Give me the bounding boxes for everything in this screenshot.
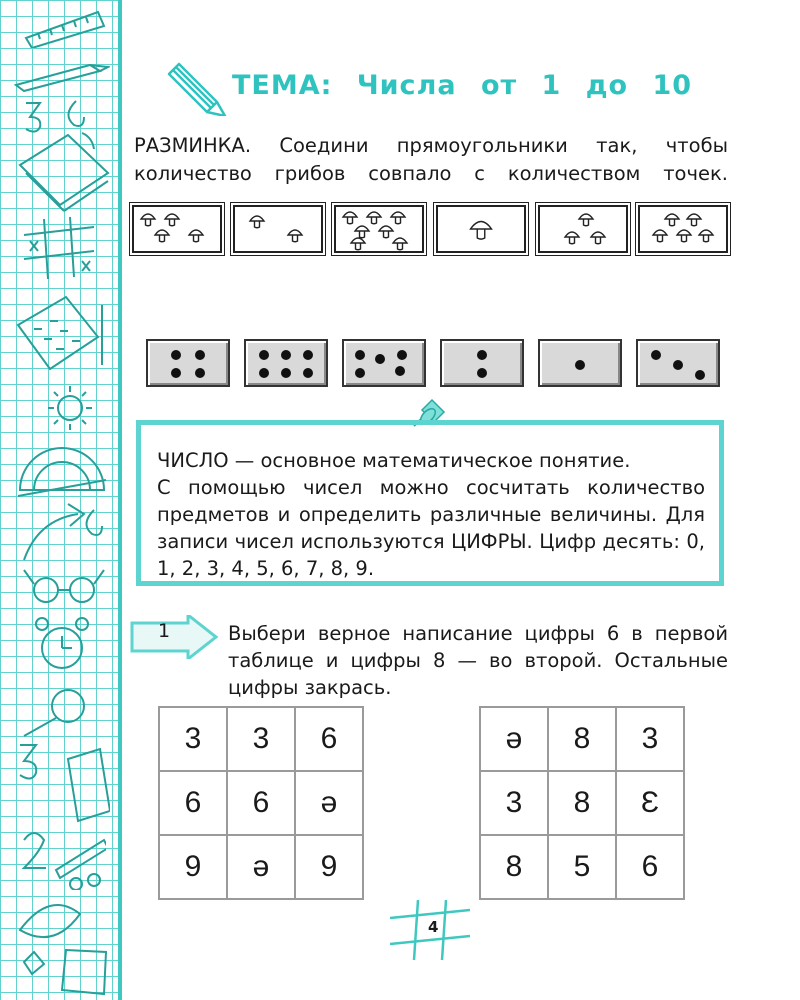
digit-cell[interactable]: 3 <box>616 707 684 771</box>
mushroom-icon <box>351 238 365 250</box>
doodle-book-icon <box>12 125 112 215</box>
doodle-two-icon <box>16 820 106 890</box>
definition-box <box>136 420 724 586</box>
dot-icon <box>259 368 269 378</box>
mushroom-icon <box>565 232 579 244</box>
dot-card[interactable] <box>538 339 622 387</box>
dots-group-icon <box>442 341 522 385</box>
digit-cell[interactable]: 6 <box>616 835 684 899</box>
dot-icon <box>355 368 365 378</box>
dot-icon <box>397 350 407 360</box>
dots-group-icon <box>540 341 620 385</box>
dot-icon <box>281 368 291 378</box>
page-number: 4 <box>428 918 439 936</box>
mushroom-icon <box>367 212 381 224</box>
digit-cell[interactable]: 6 <box>227 771 295 835</box>
task-instruction: Выбери верное написание цифры 6 в первой таблице и цифры 8 — во второй. Остальные цифры закрась. <box>228 622 728 699</box>
dots-group-icon <box>638 341 718 385</box>
mushroom-group-icon <box>438 207 524 251</box>
dot-icon <box>171 368 181 378</box>
dot-icon <box>171 350 181 360</box>
mushroom-group-icon <box>134 207 220 251</box>
dot-icon <box>195 368 205 378</box>
mushroom-icon <box>165 214 179 226</box>
mushroom-icon <box>687 214 701 226</box>
dots-group-icon <box>246 341 326 385</box>
mushroom-icon <box>699 230 713 242</box>
digit-cell[interactable]: 3 <box>159 707 227 771</box>
dot-icon <box>575 360 585 370</box>
mushroom-group-icon <box>336 207 422 251</box>
page-title: ТЕМА: Числа от 1 до 10 <box>232 70 693 101</box>
dots-group-icon <box>148 341 228 385</box>
mushroom-card[interactable] <box>334 205 424 253</box>
doodle-tictac-icon <box>14 215 104 285</box>
mushroom-icon <box>343 212 357 224</box>
doodle-clock-icon <box>18 610 108 680</box>
doodle-protractor-icon <box>10 430 114 500</box>
doodle-glasses-icon <box>20 560 110 610</box>
digit-cell[interactable]: ә <box>227 835 295 899</box>
dot-card[interactable] <box>342 339 426 387</box>
definition-line: ЧИСЛО — основное математическое понятие. <box>157 449 631 472</box>
digit-cell[interactable]: 6 <box>295 707 363 771</box>
dot-card[interactable] <box>244 339 328 387</box>
doodle-ruler-icon <box>18 8 108 48</box>
digit-cell[interactable]: 9 <box>159 835 227 899</box>
mushroom-card[interactable] <box>538 205 628 253</box>
digit-cell[interactable]: 9 <box>295 835 363 899</box>
mushroom-card[interactable] <box>638 205 728 253</box>
digit-cell[interactable]: 5 <box>548 835 616 899</box>
dot-icon <box>673 360 683 370</box>
mushroom-card[interactable] <box>132 205 222 253</box>
task-number: 1 <box>158 620 171 642</box>
dot-card[interactable] <box>146 339 230 387</box>
dot-icon <box>303 350 313 360</box>
mushroom-icon <box>391 212 405 224</box>
mushroom-icon <box>288 230 302 242</box>
mushroom-icon <box>393 238 407 250</box>
digit-cell[interactable]: 3 <box>480 771 548 835</box>
dot-icon <box>281 350 291 360</box>
mushroom-icon <box>189 230 203 242</box>
digit-cell[interactable]: 8 <box>548 771 616 835</box>
warmup-instruction: РАЗМИНКА. Соедини прямоугольники так, чтобы количество грибов совпало с количеством точек. <box>134 134 728 185</box>
digit-cell[interactable]: 6 <box>159 771 227 835</box>
mushroom-icon <box>471 222 492 240</box>
mushroom-icon <box>250 216 264 228</box>
mushroom-group-icon <box>540 207 626 251</box>
dot-card[interactable] <box>636 339 720 387</box>
digit-cell[interactable]: ә <box>480 707 548 771</box>
doodle-calculator-icon <box>10 285 110 375</box>
mushroom-group-icon <box>640 207 726 251</box>
dot-icon <box>303 368 313 378</box>
mushroom-cards-row <box>132 205 730 257</box>
dot-cards-row <box>146 339 722 391</box>
mushroom-icon <box>579 214 593 226</box>
digit-cell[interactable]: 8 <box>480 835 548 899</box>
dot-icon <box>477 350 487 360</box>
mushroom-icon <box>653 230 667 242</box>
dot-icon <box>375 354 385 364</box>
dot-icon <box>395 366 405 376</box>
dots-group-icon <box>344 341 424 385</box>
mushroom-card[interactable] <box>233 205 323 253</box>
doodle-phone-icon <box>10 735 110 825</box>
dot-card[interactable] <box>440 339 524 387</box>
dot-icon <box>355 350 365 360</box>
digit-cell[interactable]: ә <box>295 771 363 835</box>
mushroom-icon <box>665 214 679 226</box>
mushroom-icon <box>591 232 605 244</box>
strip-edge-line <box>118 0 122 1000</box>
mushroom-icon <box>355 226 369 238</box>
dot-icon <box>477 368 487 378</box>
doodle-pencil-icon <box>10 55 110 95</box>
mushroom-card[interactable] <box>436 205 526 253</box>
mushroom-icon <box>677 230 691 242</box>
dot-icon <box>651 350 661 360</box>
dot-icon <box>695 370 705 380</box>
digit-cell[interactable]: Ɛ <box>616 771 684 835</box>
definition-text: С помощью чисел можно сосчитать количество предметов и определить различные величины. Для записи чисел используются ЦИФРЫ. Цифр десять: 0, 1, 2, 3, 4, 5, 6, 7, 8, 9. <box>157 476 705 580</box>
mushroom-group-icon <box>235 207 321 251</box>
digit-table-eight <box>479 706 685 900</box>
doodle-leaf-icon <box>10 890 114 1000</box>
task-number-arrow-icon <box>130 615 220 659</box>
doodle-magnifier-icon <box>14 680 104 740</box>
digit-cell[interactable]: 3 <box>227 707 295 771</box>
dot-icon <box>259 350 269 360</box>
mushroom-icon <box>379 226 393 238</box>
mushroom-icon <box>141 214 155 226</box>
digit-table-six <box>158 706 364 900</box>
dot-icon <box>195 350 205 360</box>
digit-cell[interactable]: 8 <box>548 707 616 771</box>
pencil-icon <box>165 62 229 116</box>
mushroom-icon <box>155 230 169 242</box>
